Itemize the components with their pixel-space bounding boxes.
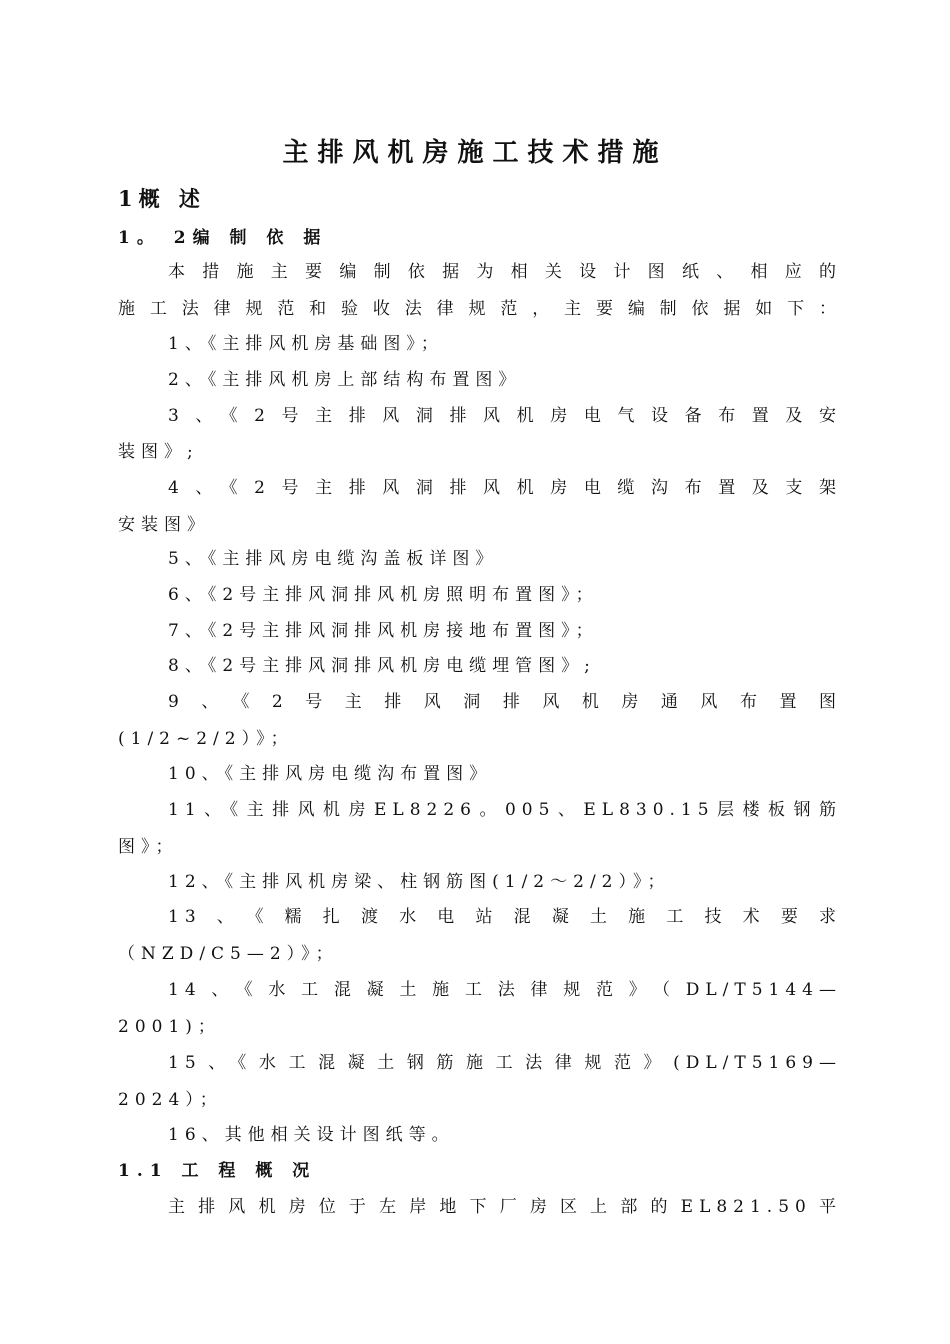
list-item: 12、《主排风机房梁、柱钢筋图(1/2～2/2）》； bbox=[168, 872, 671, 892]
list-item: 4、《2号主排风洞排风机房电缆沟布置及支架 bbox=[168, 478, 842, 498]
list-item: 10、《主排风房电缆沟布置图》 bbox=[168, 764, 493, 784]
document-title: 主排风机房施工技术措施 bbox=[282, 138, 668, 168]
list-item: 14、《水工混凝土施工法律规范》（DL/T5144— bbox=[168, 980, 842, 1000]
list-item: 9、《2号主排风洞排风机房通风布置图 bbox=[168, 692, 842, 712]
list-item-continuation: 2024）； bbox=[118, 1090, 223, 1110]
list-item: 1、《主排风机房基础图》； bbox=[168, 334, 444, 354]
list-item: 16、其他相关设计图纸等。 bbox=[168, 1125, 455, 1145]
list-item: 6、《2号主排风洞排风机房照明布置图》； bbox=[168, 585, 599, 605]
intro-paragraph-line: 本措施主要编制依据为相关设计图纸、相应的 bbox=[168, 262, 842, 282]
section-heading-basis: 1。 2编 制 依 据 bbox=[118, 228, 328, 248]
overview-paragraph-line: 主排风机房位于左岸地下厂房区上部的EL821.50平 bbox=[168, 1197, 842, 1217]
list-item-continuation: 2001)； bbox=[118, 1017, 221, 1037]
section-heading-project-overview: 1.1 工 程 概 况 bbox=[118, 1161, 317, 1181]
list-item-continuation: (1/2~2/2）》； bbox=[118, 729, 294, 749]
list-item: 2、《主排风机房上部结构布置图》 bbox=[168, 370, 522, 390]
list-item: 5、《主排风房电缆沟盖板详图》 bbox=[168, 549, 499, 569]
list-item-continuation: 图》； bbox=[118, 837, 179, 857]
list-item: 8、《2号主排风洞排风机房电缆埋管图》; bbox=[168, 656, 596, 676]
intro-paragraph-line: 施工法律规范和验收法律规范，主要编制依据如下： bbox=[118, 299, 842, 319]
list-item: 11、《主排风机房EL8226。005、EL830.15层楼板钢筋 bbox=[168, 800, 842, 820]
list-item-continuation: 装图》; bbox=[118, 442, 199, 462]
list-item: 7、《2号主排风洞排风机房接地布置图》； bbox=[168, 621, 599, 641]
list-item: 15、《水工混凝土钢筋施工法律规范》(DL/T5169— bbox=[168, 1053, 842, 1073]
list-item-continuation: （NZD/C5—2）》； bbox=[118, 944, 339, 964]
list-item: 3、《2号主排风洞排风机房电气设备布置及安 bbox=[168, 406, 842, 426]
list-item: 13、《糯扎渡水电站混凝土施工技术要求 bbox=[168, 907, 842, 927]
section-heading-overview: 1概 述 bbox=[118, 186, 206, 211]
list-item-continuation: 安装图》 bbox=[118, 515, 210, 535]
